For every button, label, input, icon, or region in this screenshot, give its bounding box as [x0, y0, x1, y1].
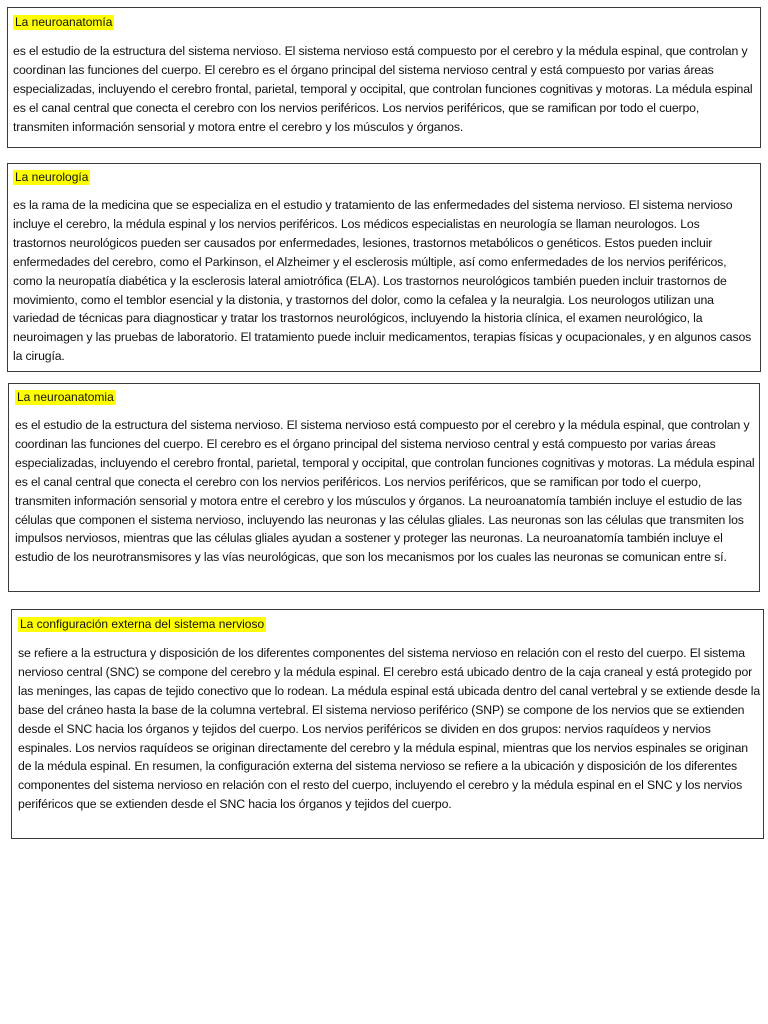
section-body: es el estudio de la estructura del sistema nervioso. El sistema nervioso está compuesto por el cerebro y la médula espinal, que controlan y coordinan las funciones del cuerpo. El cerebro es el órgano principal del sistema nervioso central y está compuesto por varias áreas especializadas, incluyendo el cerebro frontal, parietal, temporal y occipital, que controlan funciones cognitivas y motoras. La médula espinal es el canal central que conecta el cerebro con los nervios periféricos. Los nervios periféricos, que se ramifican por todo el cuerpo, transmiten información sensorial y motora entre el cerebro y los músculos y órganos. La neuroanatomía también incluye el estudio de las células que componen el sistema nervioso, incluyendo las neuronas y las células gliales. Las neuronas son las células que transmiten los impulsos nerviosos, mientras que las células gliales ayudan a sostener y proteger las neuronas. La neuroanatomía también incluye el estudio de los neurotransmisores y las vías neurológicas, que son los mecanismos por los cuales las neuronas se comunican entre sí. [15, 418, 755, 565]
section-body: es el estudio de la estructura del sistema nervioso. El sistema nervioso está compuesto por el cerebro y la médula espinal, que controlan y coordinan las funciones del cuerpo. El cerebro es el órgano principal del sistema nervioso central y está compuesto por varias áreas especializadas, incluyendo el cerebro frontal, parietal, temporal y occipital, que controlan funciones cognitivas y motoras. La médula espinal es el canal central que conecta el cerebro con los nervios periféricos. Los nervios periféricos, que se ramifican por todo el cuerpo, transmiten información sensorial y motora entre el cerebro y los músculos y órganos. [13, 44, 753, 134]
section-neuroanatomia-2 [8, 383, 760, 592]
section-neuroanatomia-1 [7, 7, 761, 148]
section-title: La neuroanatomía [15, 15, 113, 29]
section-body: es la rama de la medicina que se especializa en el estudio y tratamiento de las enfermedades del sistema nervioso. El sistema nervioso incluye el cerebro, la médula espinal y los nervios periféricos. Los médicos especialistas en neurología se llaman neurologos. Los trastornos neurológicos pueden ser causados por enfermedades, lesiones, trastornos metabólicos o genéticos. Estos pueden incluir enfermedades del cerebro, como el Parkinson, el Alzheimer y el esclerosis múltiple, así como enfermedades de los nervios periféricos, como la neuropatía diabética y la esclerosis lateral amiotrófica (ELA). Los trastornos neurológicos también pueden incluir trastornos de movimiento, como el temblor esencial y la distonia, y trastornos del dolor, como la cefalea y la neuralgia. Los neurologos utilizan una variedad de técnicas para diagnosticar y tratar los trastornos neurológicos, incluyendo la historia clínica, el examen neurológico, la neuroimagen y las pruebas de laboratorio. El tratamiento puede incluir medicamentos, terapias físicas y ocupacionales, y en algunos casos la cirugía. [13, 198, 752, 364]
section-title: La configuración externa del sistema nervioso [20, 617, 265, 631]
section-neurologia [7, 163, 761, 372]
section-body: se refiere a la estructura y disposición de los diferentes componentes del sistema nervioso en relación con el resto del cuerpo. El sistema nervioso central (SNC) se compone del cerebro y la médula espinal. El cerebro está ubicado dentro de la caja craneal y está protegido por las meninges, las capas de tejido conectivo que lo rodean. La médula espinal está ubicada dentro del canal vertebral y se extiende desde la base del cráneo hasta la base de la columna vertebral. El sistema nervioso periférico (SNP) se compone de los nervios que se extienden desde el SNC hacia los órganos y tejidos del cuerpo. Los nervios periféricos se dividen en dos grupos: nervios raquídeos y nervios espinales. Los nervios raquídeos se originan directamente del cerebro y la médula espinal, mientras que los nervios espinales se originan de la médula espinal. En resumen, la configuración externa del sistema nervioso se refiere a la ubicación y disposición de los diferentes componentes del sistema nervioso en relación con el resto del cuerpo, incluyendo el cerebro y la médula espinal en el SNC y los nervios periféricos que se extienden desde el SNC hacia los órganos y tejidos del cuerpo. [18, 646, 761, 812]
section-title: La neurología [15, 170, 89, 184]
section-title: La neuroanatomia [17, 390, 114, 404]
section-configuracion-externa [11, 609, 764, 839]
